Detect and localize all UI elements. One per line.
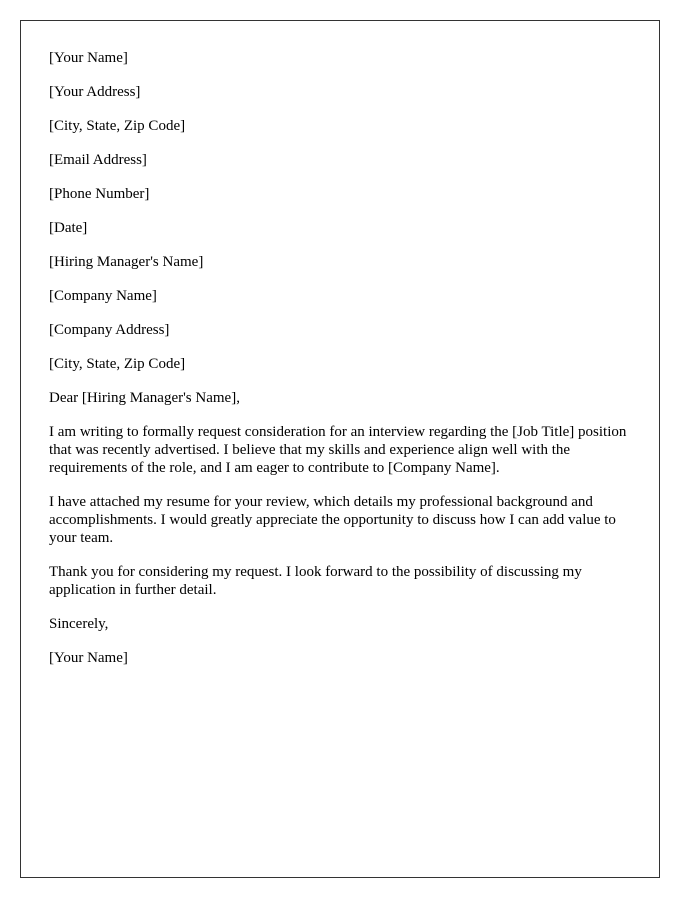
- sender-phone: [Phone Number]: [49, 186, 150, 202]
- letter-page: [20, 20, 660, 878]
- sender-city-state-zip: [City, State, Zip Code]: [49, 118, 186, 134]
- sender-email: [Email Address]: [49, 152, 147, 168]
- closing: Sincerely,: [49, 616, 109, 632]
- body-paragraph: Thank you for considering my request. I look forward to the possibility of discussing my application in further detail.: [49, 564, 582, 598]
- sender-address: [Your Address]: [49, 84, 141, 100]
- body-paragraph: I am writing to formally request consideration for an interview regarding the [Job Title] position that was recently advertised. I believe that my skills and experience align well with the requirements of the role, and I am eager to contribute to [Company Name].: [49, 424, 627, 476]
- recipient-company-name: [Company Name]: [49, 288, 157, 304]
- recipient-manager-name: [Hiring Manager's Name]: [49, 254, 204, 270]
- recipient-company-address: [Company Address]: [49, 322, 170, 338]
- letter-content: [49, 49, 634, 683]
- salutation: Dear [Hiring Manager's Name],: [49, 390, 240, 406]
- letter-date: [Date]: [49, 220, 88, 236]
- sender-name: [Your Name]: [49, 50, 128, 66]
- body-paragraph: I have attached my resume for your review, which details my professional background and accomplishments. I would greatly appreciate the opportunity to discuss how I can add value to your team.: [49, 494, 616, 546]
- recipient-city-state-zip: [City, State, Zip Code]: [49, 356, 186, 372]
- signature: [Your Name]: [49, 650, 128, 666]
